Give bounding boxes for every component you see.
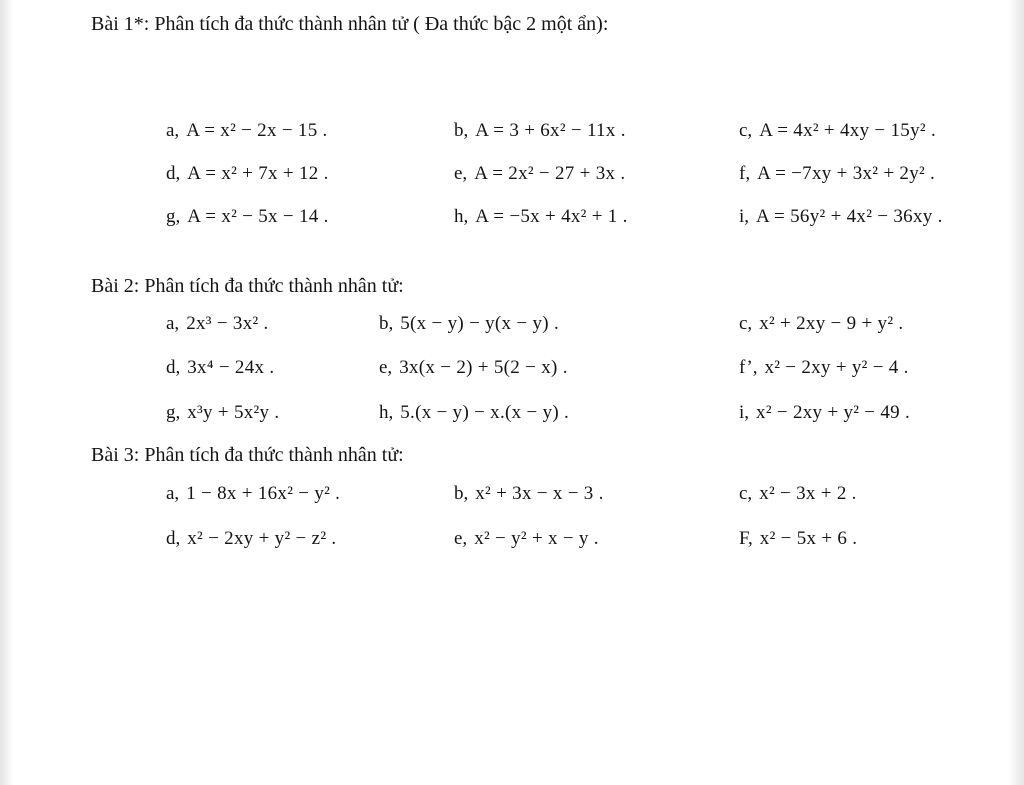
exercise-1a: a, A = x² − 2x − 15 . <box>166 120 328 141</box>
exercise-2i: i, x² − 2xy + y² − 49 . <box>739 402 911 423</box>
exercise-2e: e, 3x(x − 2) + 5(2 − x) . <box>379 357 568 378</box>
exercise-2c: c, x² + 2xy − 9 + y² . <box>739 313 904 334</box>
section-title-bai-1: Bài 1*: Phân tích đa thức thành nhân tử ( Đa thức bậc 2 một ẩn): <box>91 13 609 35</box>
page-left-margin <box>0 0 14 785</box>
exercise-2d: d, 3x⁴ − 24x . <box>166 357 275 378</box>
exercise-3f: F, x² − 5x + 6 . <box>739 528 858 549</box>
exercise-1i: i, A = 56y² + 4x² − 36xy . <box>739 206 943 227</box>
exercise-3e: e, x² − y² + x − y . <box>454 528 599 549</box>
exercise-3a: a, 1 − 8x + 16x² − y² . <box>166 483 341 504</box>
section-title-bai-3: Bài 3: Phân tích đa thức thành nhân tử: <box>91 444 404 466</box>
exercise-2a: a, 2x³ − 3x² . <box>166 313 269 334</box>
exercise-1g: g, A = x² − 5x − 14 . <box>166 206 329 227</box>
exercise-1f: f, A = −7xy + 3x² + 2y² . <box>739 163 936 184</box>
exercise-1h: h, A = −5x + 4x² + 1 . <box>454 206 628 227</box>
exercise-3c: c, x² − 3x + 2 . <box>739 483 857 504</box>
exercise-2g: g, x³y + 5x²y . <box>166 402 280 423</box>
page-right-margin <box>1008 0 1024 785</box>
section-title-bai-2: Bài 2: Phân tích đa thức thành nhân tử: <box>91 275 404 297</box>
exercise-2b: b, 5(x − y) − y(x − y) . <box>379 313 560 334</box>
exercise-1c: c, A = 4x² + 4xy − 15y² . <box>739 120 936 141</box>
exercise-1e: e, A = 2x² − 27 + 3x . <box>454 163 626 184</box>
exercise-3b: b, x² + 3x − x − 3 . <box>454 483 604 504</box>
exercise-2h: h, 5.(x − y) − x.(x − y) . <box>379 402 570 423</box>
exercise-1d: d, A = x² + 7x + 12 . <box>166 163 329 184</box>
exercise-1b: b, A = 3 + 6x² − 11x . <box>454 120 626 141</box>
exercise-3d: d, x² − 2xy + y² − z² . <box>166 528 337 549</box>
exercise-2f: f’, x² − 2xy + y² − 4 . <box>739 357 909 378</box>
